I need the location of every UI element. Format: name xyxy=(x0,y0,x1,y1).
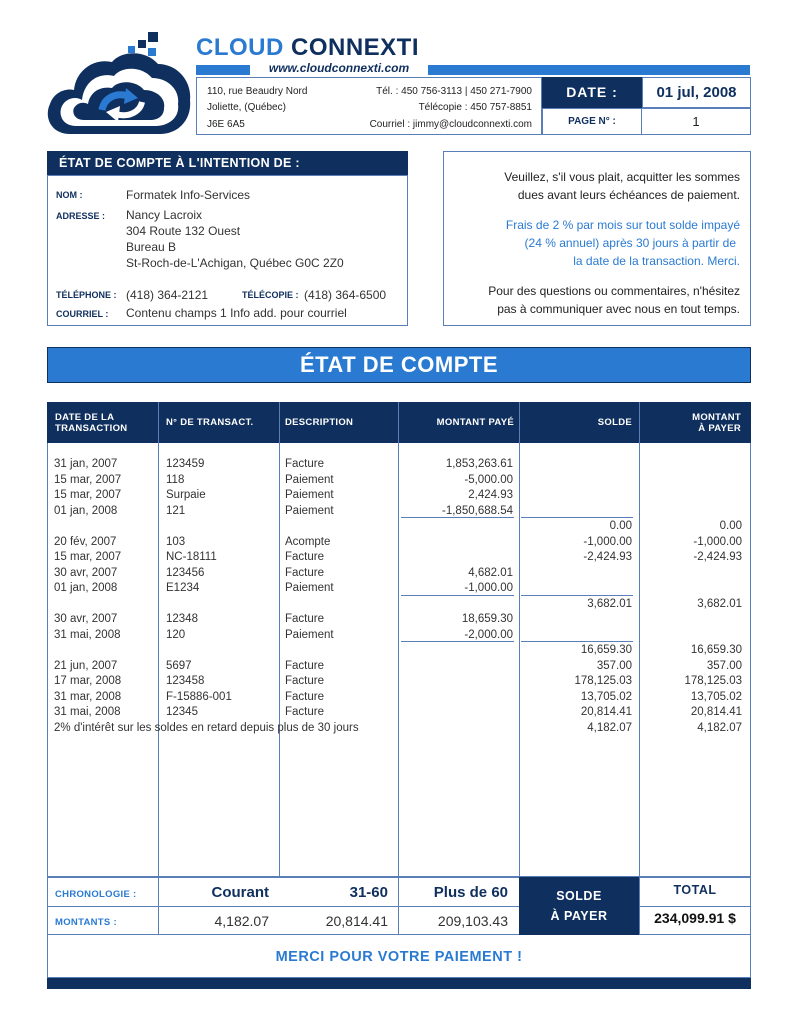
amounts-label: MONTANTS : xyxy=(55,917,117,928)
col-header-balance: SOLDE xyxy=(597,417,632,428)
cell-desc: Facture xyxy=(285,675,324,687)
cell-paid: 18,659.30 xyxy=(461,613,513,625)
cell-balance: 13,705.02 xyxy=(580,690,632,703)
footer-bar xyxy=(47,978,751,989)
cell-desc: Paiement xyxy=(285,628,334,641)
aging-31-60-label: 31-60 xyxy=(349,884,388,901)
address-label: ADRESSE : xyxy=(56,211,106,221)
cell-due: 178,125.03 xyxy=(684,675,742,687)
recipient-box xyxy=(47,175,408,326)
recipient-phone: (418) 364-2121 xyxy=(126,288,209,302)
cell-num: 5697 xyxy=(166,659,192,672)
cell-desc: Acompte xyxy=(285,535,331,548)
cell-due: -1,000.00 xyxy=(693,535,742,548)
company-address-line2: Joliette, (Québec) xyxy=(207,102,286,113)
page-value: 1 xyxy=(642,108,751,135)
cell-date: 31 mar, 2008 xyxy=(54,690,122,703)
cell-balance: 357.00 xyxy=(596,659,632,672)
cell-num: E1234 xyxy=(166,582,200,594)
column-divider xyxy=(398,402,399,935)
cell-num: F-15886-001 xyxy=(166,690,232,703)
cell-paid: -1,000.00 xyxy=(464,582,513,594)
table-header xyxy=(47,402,751,443)
thank-you-message: MERCI POUR VOTRE PAIEMENT ! xyxy=(47,935,751,978)
cell-desc: Paiement xyxy=(285,504,334,517)
cell-date: 01 jan, 2008 xyxy=(54,582,118,594)
cell-paid: -5,000.00 xyxy=(464,473,513,486)
cell-desc: Facture xyxy=(285,690,324,703)
notice-text: dues avant leurs échéances de paiement. xyxy=(517,188,740,202)
notice-interest-text: Frais de 2 % par mois sur tout solde impayé xyxy=(505,218,740,232)
cell-desc: Facture xyxy=(285,551,324,563)
interest-due: 4,182.07 xyxy=(697,721,742,734)
cell-paid: -1,850,688.54 xyxy=(442,504,513,517)
balance-due-box xyxy=(519,877,639,935)
recipient-email: Contenu champs 1 Info add. pour courriel xyxy=(126,306,347,320)
cell-date: 15 mar, 2007 xyxy=(54,551,122,563)
cell-balance: 20,814.41 xyxy=(580,706,632,718)
aging-over-60-label: Plus de 60 xyxy=(433,884,508,901)
cell-date: 17 mar, 2008 xyxy=(54,675,122,687)
website-bar-left xyxy=(196,65,250,75)
cell-num: 120 xyxy=(166,628,186,641)
cell-due: 20,814.41 xyxy=(690,706,742,718)
cell-date: 31 mai, 2008 xyxy=(54,706,121,718)
column-divider xyxy=(279,402,280,877)
summary-divider xyxy=(639,906,751,907)
total-value: 234,099.91 $ xyxy=(654,910,736,926)
col-header-date xyxy=(55,402,157,443)
cell-desc: Facture xyxy=(285,458,324,470)
aging-current-value: 4,182.07 xyxy=(214,913,269,929)
company-phone: Tél. : 450 756-3113 | 450 271-7900 xyxy=(376,86,532,97)
email-label: COURRIEL : xyxy=(56,309,109,319)
company-name-part1: CLOUD xyxy=(196,34,284,61)
col-header-desc: DESCRIPTION xyxy=(285,417,354,428)
cell-balance: 0.00 xyxy=(609,520,632,532)
cell-desc: Facture xyxy=(285,566,324,579)
page-title: ÉTAT DE COMPTE xyxy=(47,347,751,383)
col-header-num: N° DE TRANSACT. xyxy=(166,417,254,428)
company-name xyxy=(196,34,419,62)
cell-balance: 16,659.30 xyxy=(580,644,632,656)
cell-num: 123459 xyxy=(166,458,205,470)
cell-balance: 178,125.03 xyxy=(574,675,632,687)
company-email: Courriel : jimmy@cloudconnexti.com xyxy=(369,119,532,130)
subtotal-rule xyxy=(401,517,514,518)
cell-balance: -1,000.00 xyxy=(583,535,632,548)
recipient-heading: ÉTAT DE COMPTE À L'INTENTION DE : xyxy=(47,151,408,175)
cell-num: 12345 xyxy=(166,706,198,718)
company-name-part2: CONNEXTI xyxy=(291,34,420,61)
cell-num: 121 xyxy=(166,504,186,517)
cell-due: 357.00 xyxy=(706,659,742,672)
company-address-line1: 110, rue Beaudry Nord xyxy=(207,86,308,97)
chronology-label: CHRONOLOGIE : xyxy=(55,889,137,900)
cell-num: NC-18111 xyxy=(166,551,217,563)
cell-date: 15 mar, 2007 xyxy=(54,473,122,486)
cell-paid: 1,853,263.61 xyxy=(445,458,513,470)
website-bar-right xyxy=(428,65,750,75)
col-header-due-l1: MONTANT xyxy=(692,411,741,423)
cell-due: -2,424.93 xyxy=(693,551,742,563)
column-divider xyxy=(158,402,159,935)
payment-notice xyxy=(443,151,751,326)
cell-num: 118 xyxy=(166,473,185,486)
cell-paid: 2,424.93 xyxy=(468,489,513,501)
aging-over-60-value: 209,103.43 xyxy=(437,913,508,929)
col-header-date-l1: DATE DE LA xyxy=(55,411,115,423)
interest-balance: 4,182.07 xyxy=(587,721,632,734)
address-line: Bureau B xyxy=(126,240,177,254)
company-fax: Télécopie : 450 757-8851 xyxy=(418,102,532,113)
cell-paid: -2,000.00 xyxy=(464,628,513,641)
cell-date: 21 jun, 2007 xyxy=(54,659,118,672)
cloud-logo xyxy=(42,30,194,140)
cell-num: 12348 xyxy=(166,613,198,625)
subtotal-rule xyxy=(521,641,633,642)
cell-due: 0.00 xyxy=(719,520,742,532)
subtotal-rule xyxy=(521,595,633,596)
notice-text: pas à communiquer avec nous en tout temps. xyxy=(497,302,740,316)
cell-paid: 4,682.01 xyxy=(468,566,513,579)
cell-due: 13,705.02 xyxy=(690,690,742,703)
cell-date: 30 avr, 2007 xyxy=(54,566,118,579)
notice-text: Pour des questions ou commentaires, n'hésitez xyxy=(488,284,740,298)
cell-balance: -2,424.93 xyxy=(583,551,632,563)
cell-date: 01 jan, 2008 xyxy=(54,504,118,517)
col-header-date-l2: TRANSACTION xyxy=(55,422,128,434)
cell-balance: 3,682.01 xyxy=(587,597,632,610)
name-label: NOM : xyxy=(56,190,83,200)
phone-label: TÉLÉPHONE : xyxy=(56,290,117,300)
date-value: 01 jul, 2008 xyxy=(642,77,751,108)
aging-current-label: Courant xyxy=(211,884,269,901)
company-website[interactable]: www.cloudconnexti.com xyxy=(268,61,410,75)
company-address-box xyxy=(196,77,542,135)
column-divider xyxy=(639,402,640,935)
balance-due-label-l1: SOLDE xyxy=(556,889,602,903)
cell-date: 31 mai, 2008 xyxy=(54,628,121,641)
address-line: 304 Route 132 Ouest xyxy=(126,224,241,238)
summary-divider xyxy=(47,906,519,907)
address-line: St-Roch-de-L'Achigan, Québec G0C 2Z0 xyxy=(126,256,344,270)
subtotal-rule xyxy=(401,595,514,596)
cell-due: 3,682.01 xyxy=(697,597,742,610)
notice-interest-text: (24 % annuel) après 30 jours à partir de xyxy=(524,236,736,250)
subtotal-rule xyxy=(401,641,514,642)
page-label: PAGE N° : xyxy=(542,108,642,135)
cell-desc: Paiement xyxy=(285,489,334,501)
subtotal-rule xyxy=(521,517,633,518)
interest-note: 2% d'intérêt sur les soldes en retard depuis plus de 30 jours xyxy=(54,721,359,734)
aging-31-60-value: 20,814.41 xyxy=(325,913,388,929)
cell-desc: Paiement xyxy=(285,473,334,486)
notice-text: Veuillez, s'il vous plait, acquitter les sommes xyxy=(504,170,740,184)
date-label-box xyxy=(542,77,642,108)
col-header-due-l2: À PAYER xyxy=(698,422,741,434)
notice-interest-text: la date de la transaction. Merci. xyxy=(573,254,740,268)
cell-date: 30 avr, 2007 xyxy=(54,613,118,625)
cell-desc: Facture xyxy=(285,659,324,672)
table-body xyxy=(47,443,751,877)
total-label: TOTAL xyxy=(673,883,717,897)
cell-date: 31 jan, 2007 xyxy=(54,458,118,470)
address-line: Nancy Lacroix xyxy=(126,208,203,222)
balance-due-label-l2: À PAYER xyxy=(550,909,608,923)
date-label: DATE : xyxy=(566,84,618,100)
recipient-fax: (418) 364-6500 xyxy=(304,288,387,302)
cell-num: 123458 xyxy=(166,675,205,687)
company-postal-code: J6E 6A5 xyxy=(207,119,245,130)
cell-date: 20 fév, 2007 xyxy=(54,535,117,548)
cell-desc: Facture xyxy=(285,613,324,625)
cell-due: 16,659.30 xyxy=(690,644,742,656)
col-header-paid: MONTANT PAYÉ xyxy=(436,417,514,428)
column-divider xyxy=(519,402,520,935)
fax-label: TÉLÉCOPIE : xyxy=(242,290,299,300)
cell-date: 15 mar, 2007 xyxy=(54,489,122,501)
cell-num: 103 xyxy=(166,535,186,548)
recipient-name: Formatek Info-Services xyxy=(126,188,251,202)
cell-num: Surpaie xyxy=(166,489,206,501)
cell-desc: Facture xyxy=(285,706,324,718)
col-header-due xyxy=(639,402,741,443)
cell-num: 123456 xyxy=(166,566,205,579)
cell-desc: Paiement xyxy=(285,582,334,594)
